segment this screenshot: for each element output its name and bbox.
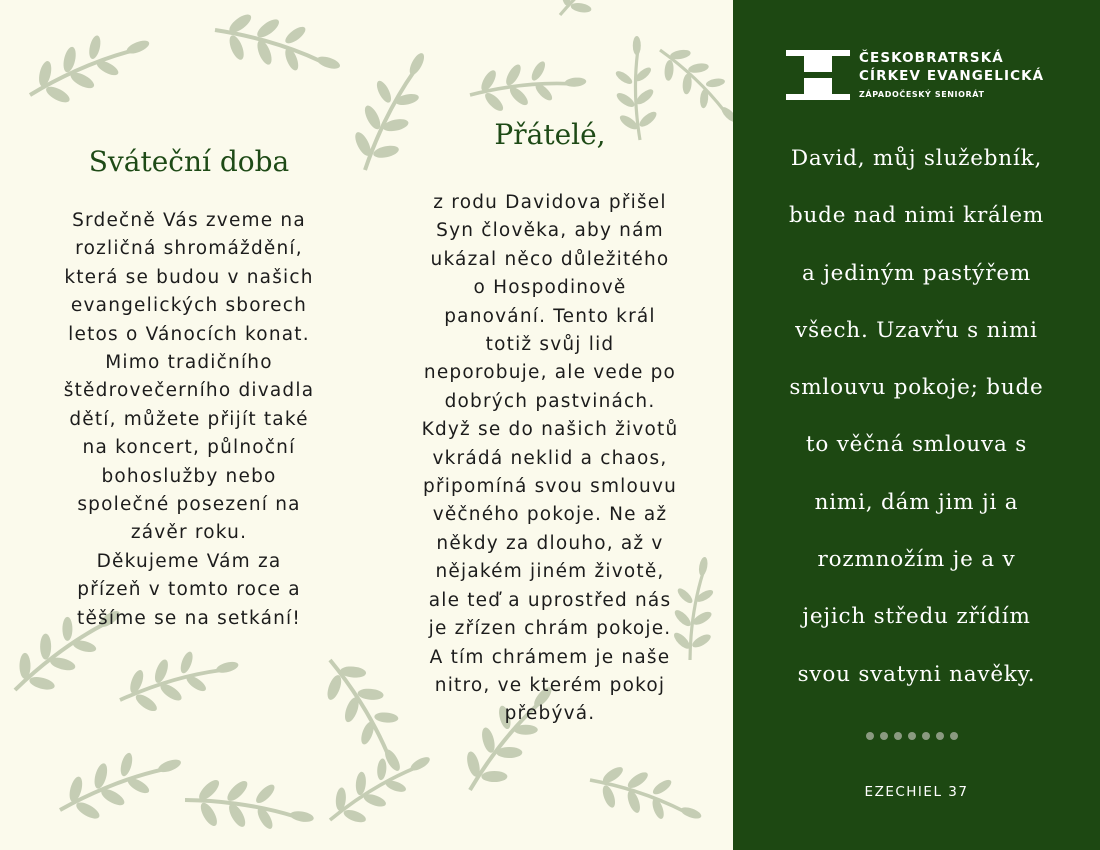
left-panel: [28, 140, 350, 633]
dot: [922, 732, 930, 740]
middle-heading: Přátelé,: [494, 118, 606, 151]
verse-reference: EZECHIEL 37: [864, 784, 969, 800]
logo-text-line3: ZÁPADOČESKÝ SENIORÁT: [859, 90, 985, 99]
logo-text-line2: CÍRKEV EVANGELICKÁ: [859, 68, 1045, 84]
chalice-logo-icon: [786, 50, 850, 100]
dot: [894, 732, 902, 740]
dot-separator: [866, 732, 958, 744]
dot: [866, 732, 874, 740]
left-body-text: Srdečně Vás zveme na rozličná shromáždění, která se budou v našich evangelických sborech letos o Vánocích konat. Mimo tradičního štědrovečerního divadla dětí, můžete přijít také na koncert, půlnoční bohoslužby nebo společné posezení na závěr roku. Děkujeme Vám za přízeň v tomto roce a těšíme se na setkání!: [63, 210, 315, 629]
bible-verse: David, můj služebník, bude nad nimi králem a jediným pastýřem všech. Uzavřu s nimi smlouvu pokoje; bude to věčná smlouva s nimi, dám jim ji a rozmnožím je a v jejich středu zřídím svou svatyni navěky.: [788, 146, 1045, 687]
dot: [936, 732, 944, 740]
left-heading: Sváteční doba: [88, 145, 290, 178]
middle-panel: [392, 118, 708, 729]
middle-body-text: z rodu Davidova přišel Syn člověka, aby nám ukázal něco důležitého o Hospodinově panování. Tento král totiž svůj lid neporobuje, ale vede po dobrých pastvinách. Když se do našich životů vkrádá neklid a chaos, připomíná svou smlouvu věčného pokoje. Ne až někdy za dlouho, až v nějakém jiném životě, ale teď a uprostřed nás je zřízen chrám pokoje. A tím chrámem je naše nitro, ve kterém pokoj přebývá.: [421, 192, 679, 725]
logo-text-line1: ČESKOBRATRSKÁ: [859, 50, 1004, 66]
dot: [950, 732, 958, 740]
right-panel: [733, 0, 1100, 850]
dot: [880, 732, 888, 740]
dot: [908, 732, 916, 740]
church-logo: [786, 50, 1086, 102]
